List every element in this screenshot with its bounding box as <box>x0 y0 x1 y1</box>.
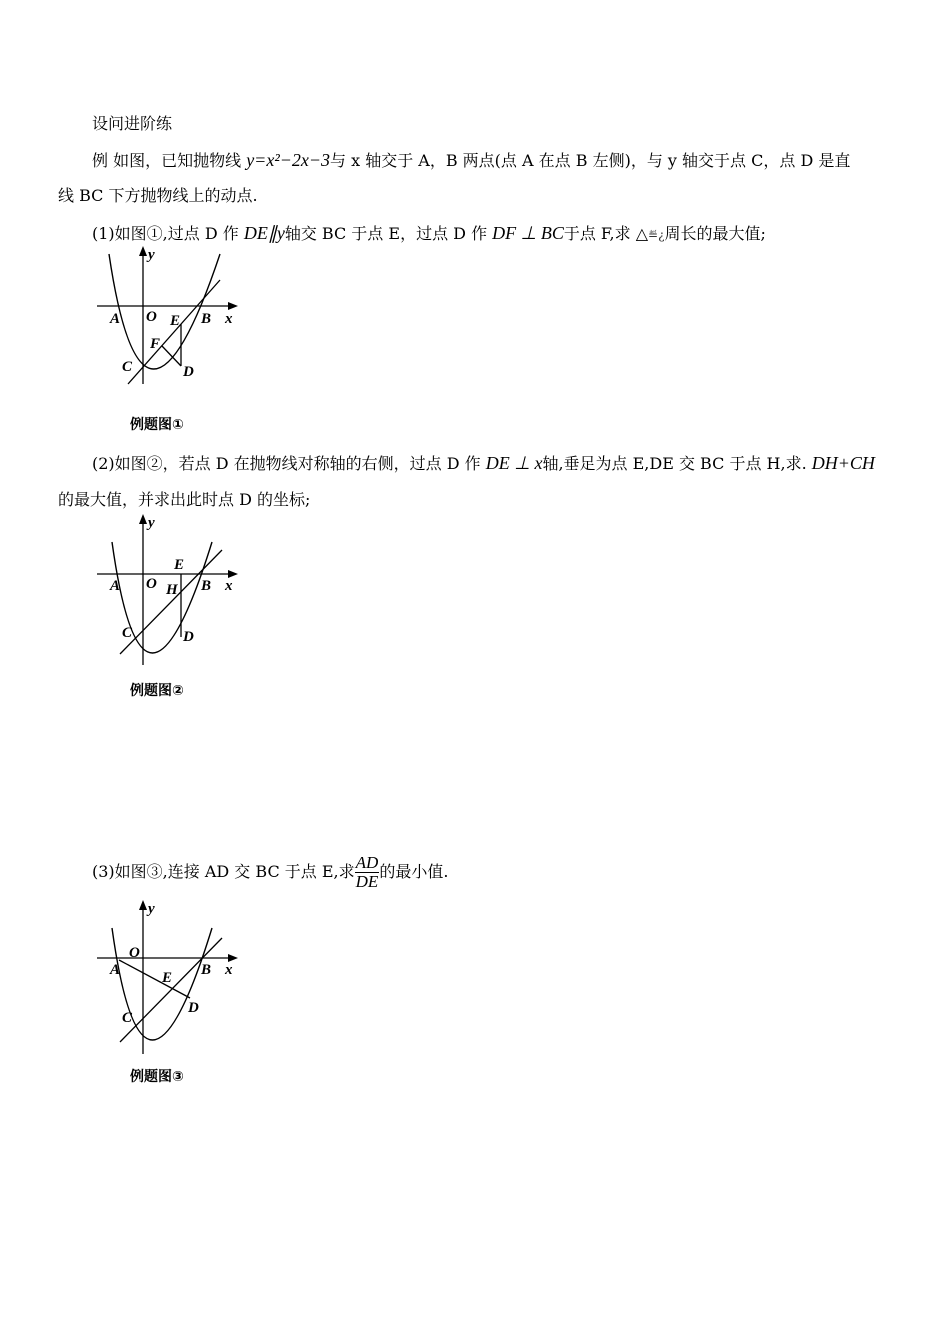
question-2-line-1 <box>92 451 875 476</box>
example-text-a: 例 如图，已知抛物线 <box>92 151 247 170</box>
q2-math-2: DH+CH <box>811 453 875 473</box>
fig2-label-y: y <box>148 515 155 531</box>
fig1-label-E: E <box>170 313 181 329</box>
fig3-label-B: B <box>201 962 212 978</box>
q1-math-2: DF ⊥ BC <box>492 223 564 243</box>
fig2-label-A: A <box>110 578 121 594</box>
fig2-label-B: B <box>201 578 212 594</box>
fig1-label-O: O <box>146 309 157 325</box>
fig2-label-C: C <box>122 625 133 641</box>
q2-text-b: 轴,垂足为点 E,DE 交 BC 于点 H,求. <box>542 454 812 473</box>
fig3-label-D: D <box>188 1000 199 1016</box>
fig1-label-y: y <box>148 247 155 263</box>
figure-2-graph <box>92 510 252 670</box>
q1-text-c: 于点 F,求 △ <box>563 224 649 243</box>
fig1-label-D: D <box>183 364 194 380</box>
figure-1-graph <box>92 244 252 394</box>
fig3-label-y: y <box>148 901 155 917</box>
question-2-line-2: 的最大值，并求出此时点 D 的坐标; <box>58 490 311 509</box>
fig3-label-O: O <box>129 945 140 961</box>
fig1-label-B: B <box>201 311 212 327</box>
parabola-equation: y=x²−2x−3 <box>246 150 330 170</box>
example-text-b: 与 x 轴交于 A，B 两点(点 A 在点 B 左侧)，与 y 轴交于点 C，点 D 是直 <box>330 151 851 170</box>
fig1-label-x: x <box>225 311 233 327</box>
fig3-label-A: A <box>110 962 121 978</box>
fig1-label-C: C <box>122 359 133 375</box>
figure-3-caption: 例题图③ <box>130 1069 184 1085</box>
q1-text-b: 轴交 BC 于点 E，过点 D 作 <box>284 224 493 243</box>
fraction-numerator: AD <box>355 853 379 872</box>
figure-2-caption: 例题图② <box>130 683 184 699</box>
figure-1 <box>92 244 252 394</box>
fig2-label-O: O <box>146 576 157 592</box>
question-3 <box>92 852 448 892</box>
fig1-label-F: F <box>150 336 161 352</box>
q3-text-a: (3)如图③,连接 AD 交 BC 于点 E,求 <box>92 862 355 881</box>
fig3-label-x: x <box>225 962 233 978</box>
figure-3 <box>92 896 252 1058</box>
fig3-label-C: C <box>122 1010 133 1026</box>
q2-math-1: DE ⊥ x <box>485 453 543 473</box>
fig1-label-A: A <box>110 311 121 327</box>
fraction-denominator: DE <box>355 872 379 891</box>
q1-math-1: DE∥y <box>243 223 285 243</box>
q1-text-d: 周长的最大值; <box>664 224 766 243</box>
q2-text-a: (2)如图②，若点 D 在抛物线对称轴的右侧，过点 D 作 <box>92 454 486 473</box>
q1-text-a: (1)如图①,过点 D 作 <box>92 224 244 243</box>
figure-3-graph <box>92 896 252 1058</box>
figure-2 <box>92 510 252 670</box>
section-heading: 设问进阶练 <box>92 114 173 133</box>
example-line-1 <box>92 148 850 173</box>
example-line-2: 线 BC 下方抛物线上的动点. <box>58 186 258 205</box>
q1-garbled-symbol: ≝¿ <box>648 228 665 242</box>
fig2-label-E: E <box>174 557 185 573</box>
fig2-label-H: H <box>166 582 178 598</box>
q3-text-b: 的最小值. <box>379 862 449 881</box>
fig2-label-x: x <box>225 578 233 594</box>
fig3-label-E: E <box>162 970 173 986</box>
fraction-ad-over-de <box>355 854 380 891</box>
fig2-label-D: D <box>183 629 194 645</box>
figure-1-caption: 例题图① <box>130 417 184 433</box>
